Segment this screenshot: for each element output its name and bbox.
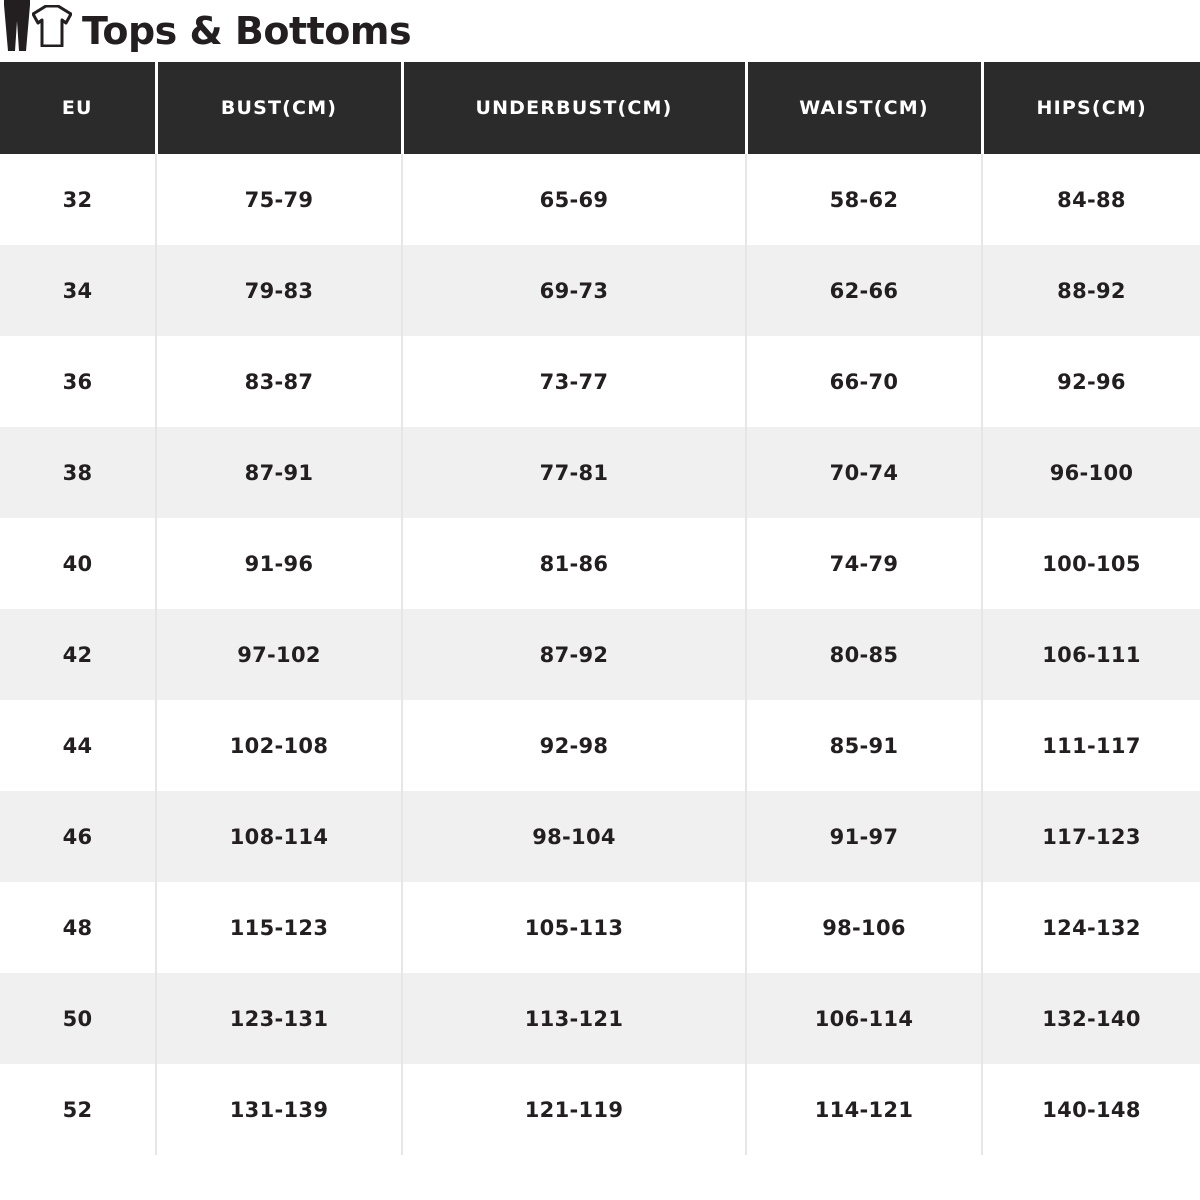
table-header-row <box>0 62 1200 154</box>
cell-hips: 100-105 <box>982 518 1200 609</box>
cell-underbust: 73-77 <box>402 336 746 427</box>
cell-waist: 66-70 <box>746 336 982 427</box>
shirt-icon <box>32 5 72 47</box>
cell-bust: 108-114 <box>156 791 402 882</box>
table-row <box>0 973 1200 1064</box>
table-body <box>0 154 1200 1155</box>
cell-eu: 46 <box>0 791 156 882</box>
cell-eu: 42 <box>0 609 156 700</box>
column-header-hips: HIPS(CM) <box>982 62 1200 154</box>
cell-eu: 44 <box>0 700 156 791</box>
cell-hips: 96-100 <box>982 427 1200 518</box>
cell-waist: 70-74 <box>746 427 982 518</box>
cell-bust: 75-79 <box>156 154 402 245</box>
table-row <box>0 336 1200 427</box>
cell-eu: 36 <box>0 336 156 427</box>
table-row <box>0 245 1200 336</box>
table-header <box>0 62 1200 154</box>
column-header-underbust: UNDERBUST(CM) <box>402 62 746 154</box>
cell-bust: 87-91 <box>156 427 402 518</box>
cell-bust: 102-108 <box>156 700 402 791</box>
cell-waist: 91-97 <box>746 791 982 882</box>
cell-underbust: 92-98 <box>402 700 746 791</box>
cell-underbust: 81-86 <box>402 518 746 609</box>
cell-bust: 79-83 <box>156 245 402 336</box>
cell-waist: 85-91 <box>746 700 982 791</box>
cell-waist: 62-66 <box>746 245 982 336</box>
cell-underbust: 113-121 <box>402 973 746 1064</box>
cell-eu: 40 <box>0 518 156 609</box>
cell-bust: 115-123 <box>156 882 402 973</box>
cell-eu: 50 <box>0 973 156 1064</box>
page-header <box>0 0 1200 62</box>
cell-hips: 106-111 <box>982 609 1200 700</box>
page-title: Tops & Bottoms <box>82 9 412 53</box>
cell-bust: 97-102 <box>156 609 402 700</box>
column-header-eu: EU <box>0 62 156 154</box>
cell-hips: 140-148 <box>982 1064 1200 1155</box>
cell-waist: 80-85 <box>746 609 982 700</box>
cell-underbust: 105-113 <box>402 882 746 973</box>
cell-hips: 132-140 <box>982 973 1200 1064</box>
cell-underbust: 121-119 <box>402 1064 746 1155</box>
cell-waist: 106-114 <box>746 973 982 1064</box>
table-row <box>0 1064 1200 1155</box>
cell-eu: 34 <box>0 245 156 336</box>
table-row <box>0 791 1200 882</box>
table-row <box>0 154 1200 245</box>
cell-underbust: 69-73 <box>402 245 746 336</box>
cell-eu: 48 <box>0 882 156 973</box>
cell-underbust: 77-81 <box>402 427 746 518</box>
cell-hips: 88-92 <box>982 245 1200 336</box>
column-header-waist: WAIST(CM) <box>746 62 982 154</box>
size-table <box>0 62 1200 1155</box>
cell-hips: 117-123 <box>982 791 1200 882</box>
cell-bust: 123-131 <box>156 973 402 1064</box>
size-table-container <box>0 62 1200 1155</box>
table-row <box>0 882 1200 973</box>
cell-bust: 83-87 <box>156 336 402 427</box>
cell-hips: 84-88 <box>982 154 1200 245</box>
table-row <box>0 700 1200 791</box>
header-icon-group <box>0 3 72 59</box>
cell-waist: 58-62 <box>746 154 982 245</box>
cell-hips: 111-117 <box>982 700 1200 791</box>
cell-bust: 131-139 <box>156 1064 402 1155</box>
cell-underbust: 65-69 <box>402 154 746 245</box>
cell-bust: 91-96 <box>156 518 402 609</box>
cell-waist: 98-106 <box>746 882 982 973</box>
cell-eu: 38 <box>0 427 156 518</box>
cell-hips: 124-132 <box>982 882 1200 973</box>
cell-eu: 52 <box>0 1064 156 1155</box>
table-row <box>0 609 1200 700</box>
cell-waist: 74-79 <box>746 518 982 609</box>
table-row <box>0 427 1200 518</box>
pants-icon <box>2 0 32 51</box>
table-row <box>0 518 1200 609</box>
cell-underbust: 98-104 <box>402 791 746 882</box>
cell-hips: 92-96 <box>982 336 1200 427</box>
cell-underbust: 87-92 <box>402 609 746 700</box>
cell-eu: 32 <box>0 154 156 245</box>
column-header-bust: BUST(CM) <box>156 62 402 154</box>
cell-waist: 114-121 <box>746 1064 982 1155</box>
